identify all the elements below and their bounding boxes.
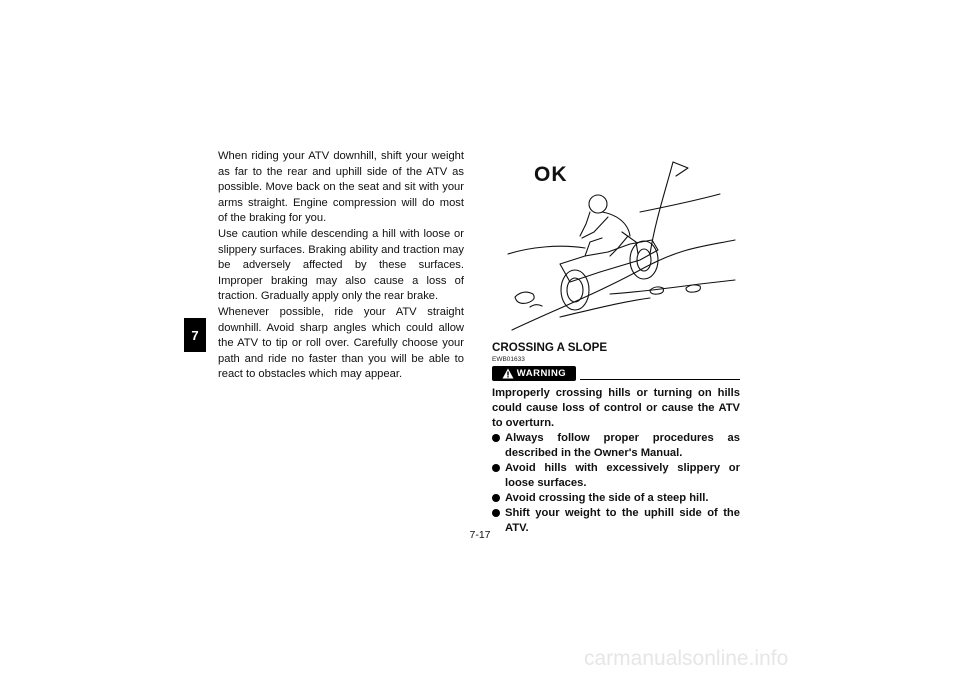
paragraph-downhill: When riding your ATV downhill, shift your weight as far to the rear and uphill side of the ATV as possible. Move back on the seat and sit with your arms straight. Engine compression will do most of the braking for you. <box>218 150 464 225</box>
warning-rule <box>580 379 740 380</box>
page-number: 7-17 <box>469 529 491 541</box>
chapter-number: 7 <box>191 327 199 343</box>
warning-header <box>492 366 740 381</box>
bullet-icon <box>492 434 500 442</box>
paragraph-straight: Whenever possible, ride your ATV straight downhill. Avoid sharp angles which could allow the ATV to tip or roll over. Carefully choose your path and ride no faster than you will be able to react to obstacles which may appear. <box>218 305 464 381</box>
section-title: CROSSING A SLOPE <box>492 341 608 354</box>
figure-ok-label: OK <box>534 163 568 186</box>
chapter-tab <box>184 318 206 352</box>
warning-text: Improperly crossing hills or turning on hills could cause loss of control or cause the ATV to overturn. <box>492 387 740 429</box>
bullet-icon <box>492 509 500 517</box>
warning-badge <box>492 366 576 381</box>
atv-downhill-illustration <box>490 152 740 332</box>
paragraph-slippery: Use caution while descending a hill with loose or slippery surfaces. Braking ability and traction may be adversely affected by these surfaces. Improper braking may also cause a loss of traction. Gradually apply only the rear brake. <box>218 227 464 303</box>
watermark: carmanualsonline.info <box>584 647 789 670</box>
list-item: Avoid crossing the side of a steep hill. <box>492 491 740 506</box>
list-item: Always follow proper procedures as described in the Owner's Manual. <box>492 431 740 461</box>
warning-code: EWB01633 <box>492 356 525 363</box>
right-column <box>492 341 740 536</box>
warning-triangle-icon <box>502 368 514 379</box>
warning-bullets <box>492 431 740 536</box>
warning-badge-label: WARNING <box>516 368 567 379</box>
bullet-icon <box>492 494 500 502</box>
list-item: Shift your weight to the uphill side of the ATV. <box>492 506 740 536</box>
list-item: Avoid hills with excessively slippery or loose surfaces. <box>492 461 740 491</box>
left-column <box>218 149 464 383</box>
bullet-icon <box>492 464 500 472</box>
